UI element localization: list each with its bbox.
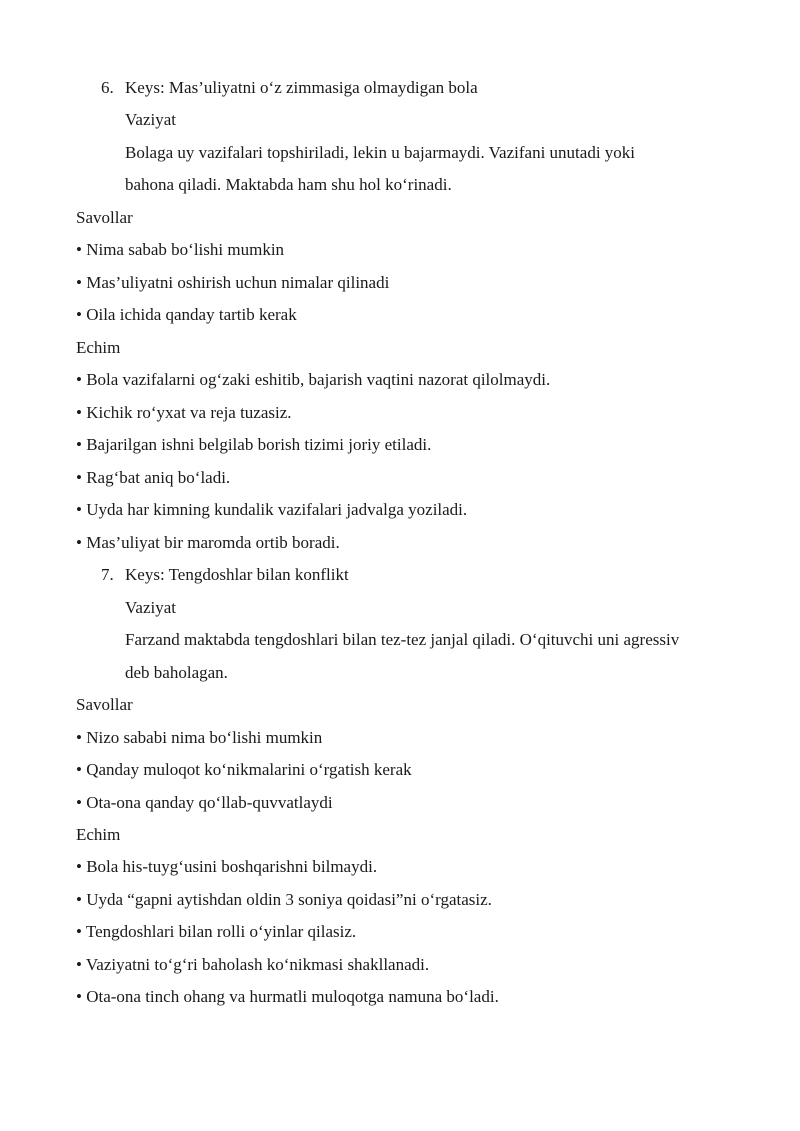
case-number: 7.: [101, 565, 114, 584]
solution-item: • Bajarilgan ishni belgilab borish tizimi joriy etiladi.: [76, 435, 432, 454]
case-title: Keys: Mas’uliyatni o‘z zimmasiga olmaydigan bola: [125, 78, 478, 97]
questions-heading: Savollar: [76, 695, 133, 714]
situation-text-line: deb baholagan.: [125, 663, 228, 682]
solution-item: • Tengdoshlari bilan rolli o‘yinlar qilasiz.: [76, 922, 357, 941]
solution-item: • Kichik ro‘yxat va reja tuzasiz.: [76, 403, 292, 422]
question-item: • Qanday muloqot ko‘nikmalarini o‘rgatish kerak: [76, 760, 412, 779]
solution-item: • Bola vazifalarni og‘zaki eshitib, bajarish vaqtini nazorat qilolmaydi.: [76, 370, 551, 389]
solution-item: • Uyda har kimning kundalik vazifalari jadvalga yoziladi.: [76, 500, 468, 519]
solution-heading: Echim: [76, 338, 121, 357]
question-item: • Nizo sababi nima bo‘lishi mumkin: [76, 728, 323, 747]
question-item: • Nima sabab bo‘lishi mumkin: [76, 240, 285, 259]
solution-heading: Echim: [76, 825, 121, 844]
situation-heading: Vaziyat: [125, 598, 176, 617]
situation-text-line: Farzand maktabda tengdoshlari bilan tez-tez janjal qiladi. O‘qituvchi uni agressiv: [125, 630, 680, 649]
solution-item: • Vaziyatni to‘g‘ri baholash ko‘nikmasi shakllanadi.: [76, 955, 430, 974]
questions-heading: Savollar: [76, 208, 133, 227]
solution-item: • Ota-ona tinch ohang va hurmatli muloqotga namuna bo‘ladi.: [76, 987, 499, 1006]
solution-item: • Bola his-tuyg‘usini boshqarishni bilmaydi.: [76, 857, 378, 876]
question-item: • Mas’uliyatni oshirish uchun nimalar qilinadi: [76, 273, 390, 292]
solution-item: • Uyda “gapni aytishdan oldin 3 soniya qoidasi”ni o‘rgatasiz.: [76, 890, 492, 909]
case-number: 6.: [101, 78, 114, 97]
question-item: • Ota-ona qanday qo‘llab-quvvatlaydi: [76, 793, 333, 812]
solution-item: • Rag‘bat aniq bo‘ladi.: [76, 468, 231, 487]
situation-heading: Vaziyat: [125, 110, 176, 129]
situation-text-line: Bolaga uy vazifalari topshiriladi, lekin u bajarmaydi. Vazifani unutadi yoki: [125, 143, 636, 162]
situation-text-line: bahona qiladi. Maktabda ham shu hol ko‘rinadi.: [125, 175, 452, 194]
case-title: Keys: Tengdoshlar bilan konflikt: [125, 565, 349, 584]
solution-item: • Mas’uliyat bir maromda ortib boradi.: [76, 533, 340, 552]
question-item: • Oila ichida qanday tartib kerak: [76, 305, 297, 324]
